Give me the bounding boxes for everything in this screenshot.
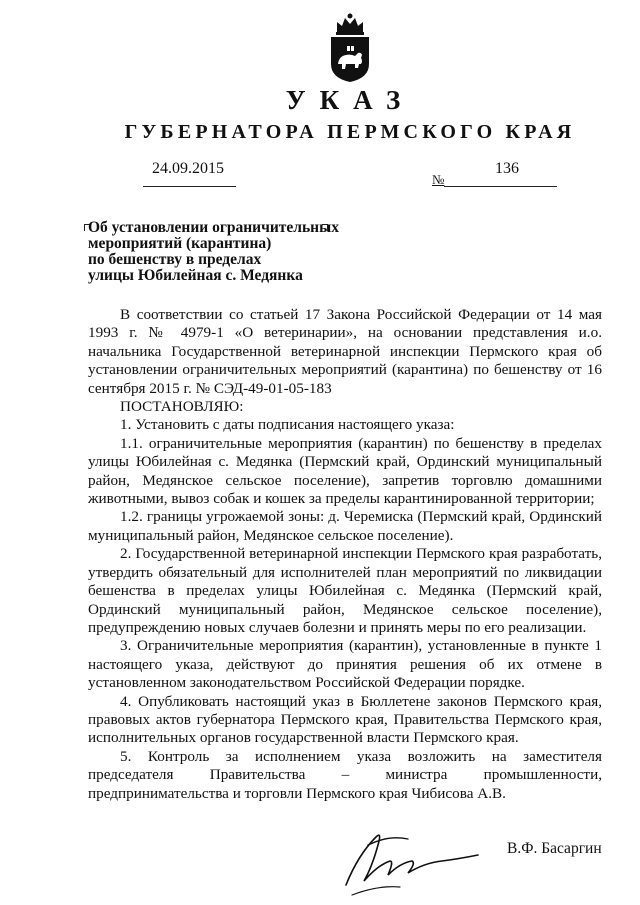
preamble-paragraph: В соответствии со статьей 17 Закона Российской Федерации от 14 мая 1993 г. № 4979-1 «О ветеринарии», на основании представления и.о. начальника Государственной ветеринарной инспекции Пермского края об установлении ограничительных мероприятий (карантина) по бешенству от 16 сентября 2015 г. № СЭД-49-01-05-183 <box>88 306 602 397</box>
paragraph-3: 3. Ограничительные мероприятия (карантин), установленные в пункте 1 настоящего указа, действуют до принятия решения об их отмене в установленном законодательством Российской Федерации порядке. <box>88 637 602 692</box>
decree-number: 136 <box>495 160 519 177</box>
handwritten-signature-icon <box>338 815 488 905</box>
decree-body <box>88 306 602 803</box>
number-underline <box>444 186 557 187</box>
paragraph-1: 1. Установить с даты подписания настоящего указа: <box>120 416 455 434</box>
subject-line: мероприятий (карантина) <box>88 235 272 252</box>
perm-krai-coat-of-arms-icon <box>327 12 373 84</box>
paragraph-5: 5. Контроль за исполнением указа возложить на заместителя председателя Правительства – министра промышленности, предпринимательства и торговли Пермского края Чибисова А.В. <box>88 747 602 802</box>
paragraph-4: 4. Опубликовать настоящий указ в Бюллетене законов Пермского края, правовых актов губернатора Пермского края, Правительства Пермского края, исполнительных органов государственной власти Пермского края. <box>88 692 602 747</box>
document-subtitle: ГУБЕРНАТОРА ПЕРМСКОГО КРАЯ <box>124 121 576 143</box>
subject-line: улицы Юбилейная с. Медянка <box>88 267 303 284</box>
decree-date: 24.09.2015 <box>152 160 224 177</box>
signer-name: В.Ф. Басаргин <box>507 840 602 857</box>
document-title: УКАЗ <box>285 85 415 115</box>
paragraph-2: 2. Государственной ветеринарной инспекции Пермского края разработать, утвердить обязательный для исполнителей план мероприятий по ликвидации бешенства в пределах улицы Юбилейная с. Медянка (Пермский край, Ординский муниципальный район, Медянское сельское поселение), предупреждению новых случаев болезни и принять меры по его реализации. <box>88 545 602 636</box>
number-label: № <box>432 172 445 187</box>
paragraph-1-1: 1.1. ограничительные мероприятия (карантин) по бешенству в пределах улицы Юбилейная с. Медянка (Пермский край, Ординский муниципальный район, Медянское сельское поселение), запретив торговлю домашними животными, вывоз собак и кошек за пределы карантинированной территории; <box>88 434 602 508</box>
paragraph-1-2: 1.2. границы угрожаемой зоны: д. Черемиска (Пермский край, Ординский муниципальный район, Медянское сельское поселение). <box>88 508 602 544</box>
decree-word: ПОСТАНОВЛЯЮ: <box>120 398 244 416</box>
decree-subject <box>88 220 368 284</box>
subject-line: по бешенству в пределах <box>88 251 262 268</box>
subject-line: Об установлении ограничительных <box>88 219 339 236</box>
date-underline <box>143 186 236 187</box>
